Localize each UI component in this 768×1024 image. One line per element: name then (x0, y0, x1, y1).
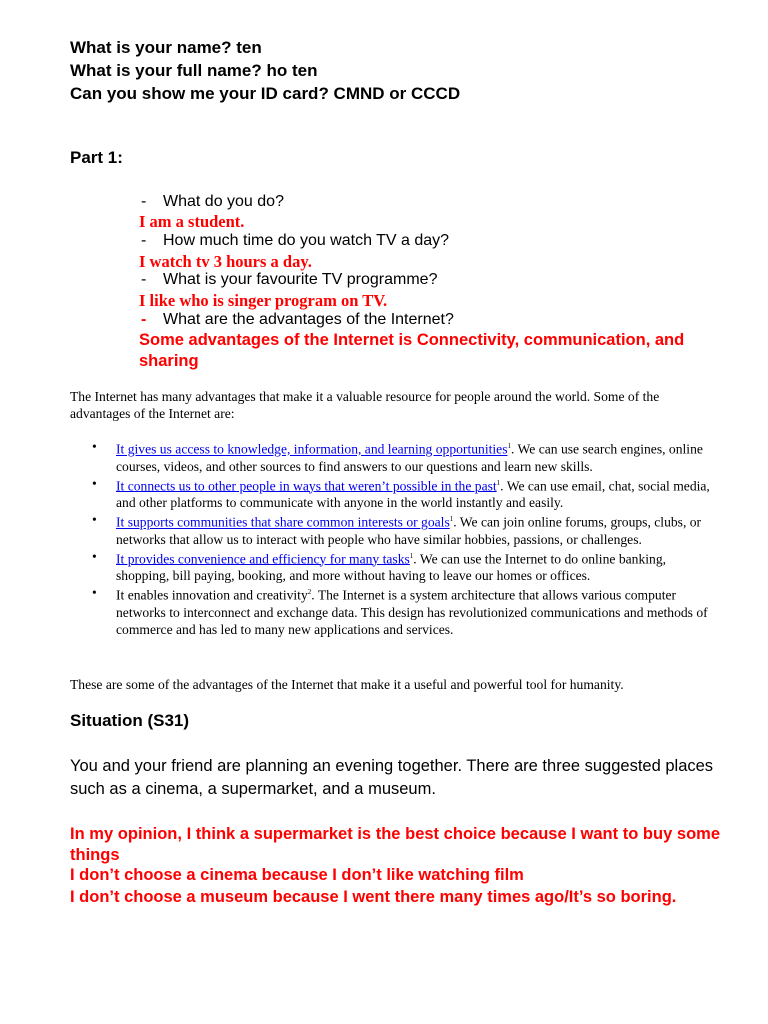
list-item (70, 548, 720, 585)
question-2 (141, 232, 449, 250)
advantage-plain-5: It enables innovation and creativity (116, 587, 308, 603)
article-intro: The Internet has many advantages that make it a valuable resource for people around the world. Some of the advantages of the Internet are: (70, 389, 660, 421)
opinion-cinema: I don’t choose a cinema because I don’t like watching film (70, 866, 524, 884)
dash-marker: - (141, 193, 147, 210)
header-fullname-question: What is your full name? ho ten (70, 61, 318, 80)
advantage-text-5: . The Internet is a system architecture that allows various computer networks to interconnect and exchange data. This design has revolutionized communications and methods of commerce and has led to many new applications and services. (116, 587, 708, 637)
footnote-ref[interactable]: 1 (449, 515, 454, 524)
advantage-link-2[interactable]: It connects us to other people in ways that weren’t possible in the past (116, 478, 497, 494)
advantage-text-3: . We can join online forums, groups, clubs, or networks that allow us to interact with people who have similar hobbies, passions, or challenges. (116, 514, 702, 547)
dash-marker: - (141, 271, 147, 288)
advantage-text-1: . We can use search engines, online courses, videos, and other sources to find answers to our questions and learn new skills. (116, 441, 703, 474)
question-1-text: What do you do? (163, 193, 284, 210)
footnote-ref[interactable]: 1 (496, 478, 501, 487)
footnote-ref[interactable]: 2 (307, 588, 312, 597)
question-3 (141, 271, 437, 289)
question-2-text: How much time do you watch TV a day? (163, 232, 450, 249)
advantage-text-2: . We can use email, chat, social media, and other platforms to communicate with anyone in the world instantly and easily. (116, 478, 710, 511)
header-name-question: What is your name? ten (70, 38, 262, 57)
list-item (70, 438, 720, 475)
question-4-text: What are the advantages of the Internet? (163, 311, 454, 328)
part1-title: Part 1: (70, 148, 123, 167)
advantage-link-4[interactable]: It provides convenience and efficiency for many tasks (116, 551, 410, 567)
opinion-museum: I don’t choose a museum because I went there many times ago/It’s so boring. (70, 888, 677, 906)
situation-prompt: You and your friend are planning an evening together. There are three suggested places such as a cinema, a supermarket, and a museum. (70, 757, 714, 798)
bullet-icon: • (92, 475, 97, 491)
advantage-link-3[interactable]: It supports communities that share common interests or goals (116, 514, 450, 530)
question-1 (141, 193, 284, 211)
bullet-icon: • (92, 439, 97, 454)
footnote-ref[interactable]: 1 (507, 442, 511, 450)
advantages-list (70, 438, 720, 638)
bullet-icon: • (92, 548, 97, 564)
situation-title: Situation (S31) (70, 711, 190, 730)
advantage-text-4: . We can use the Internet to do online banking, shopping, bill paying, booking, and more without having to leave our homes or offices. (116, 551, 667, 584)
dash-marker: - (141, 232, 147, 249)
list-item (70, 475, 720, 512)
article-outro: These are some of the advantages of the Internet that make it a useful and powerful tool for humanity. (70, 677, 624, 692)
answer-4: Some advantages of the Internet is Connectivity, communication, and sharing (139, 331, 685, 370)
answer-1: I am a student. (139, 212, 245, 231)
dash-marker: - (141, 311, 147, 328)
answer-2: I watch tv 3 hours a day. (139, 252, 312, 271)
question-4 (141, 311, 454, 329)
answer-3: I like who is singer program on TV. (139, 291, 388, 310)
header-id-question: Can you show me your ID card? CMND or CCCD (70, 84, 461, 103)
bullet-icon: • (92, 585, 97, 601)
bullet-icon: • (92, 512, 97, 528)
footnote-ref[interactable]: 1 (409, 551, 414, 560)
list-item (70, 584, 720, 638)
opinion-supermarket: In my opinion, I think a supermarket is the best choice because I want to buy some things (70, 825, 720, 864)
question-3-text: What is your favourite TV programme? (163, 271, 438, 288)
advantage-link-1[interactable]: It gives us access to knowledge, information, and learning opportunities (116, 441, 508, 457)
list-item (70, 511, 720, 548)
